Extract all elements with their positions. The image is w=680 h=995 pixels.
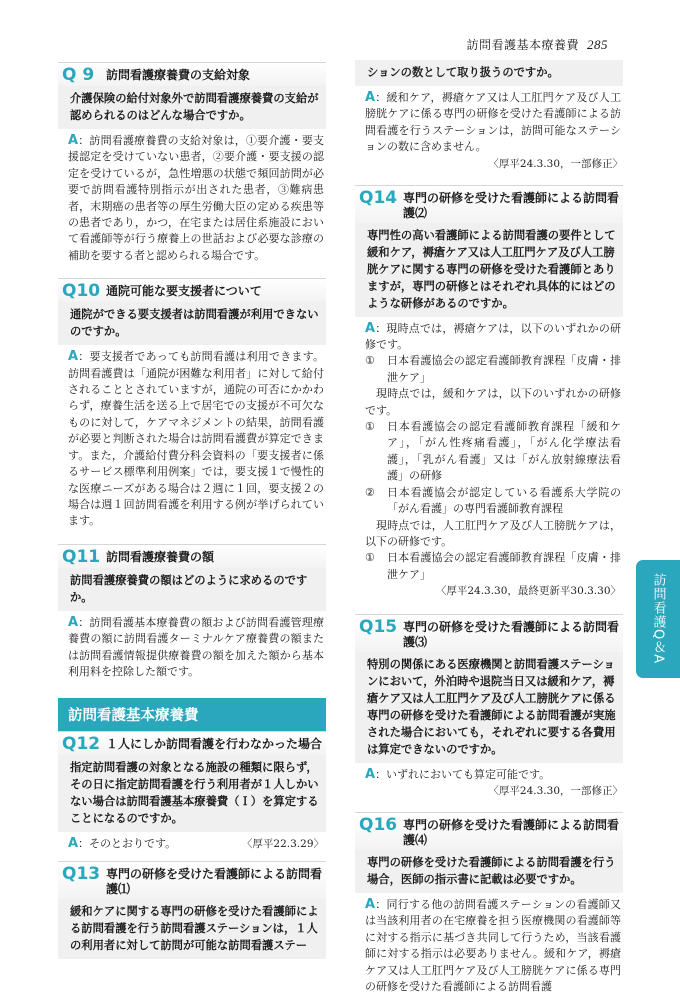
q-number: Q14 <box>359 187 398 208</box>
q9-heading <box>58 62 326 86</box>
list-item: ① 日本看護協会の認定看護師教育課程「皮膚・排泄ケア」 <box>365 354 621 384</box>
q-title: 専門の研修を受けた看護師による訪問看護⑷ <box>403 817 620 847</box>
answer-text: ：訪問看護療養費の支給対象は，①要介護・要支援認定を受けていない患者，②要介護・要支援の認定を受けているが，急性増悪の状態で頻回訪問が必要で訪問看護特別指示が出された患者，③難病患者，末期癌の患者等の厚生労働大臣の定める疾患等の患者であり，かつ，在宅または居住系施設において看護師等が行う療養上の世話および必要な診療の補助を要する者と認められる場合です。 <box>68 134 324 262</box>
running-header <box>466 36 608 53</box>
q-number: Q16 <box>359 814 398 835</box>
q9-question: 介護保険の給付対象外で訪問看護療養費の支給が認められるのはどんな場合ですか。 <box>58 86 326 129</box>
q10-heading <box>58 278 326 302</box>
q10-answer <box>58 345 326 529</box>
q13-question-continued: ションの数として取り扱うのですか。 <box>355 60 623 86</box>
q-title: 通院可能な要支援者について <box>106 284 262 299</box>
q-title: １人にしか訪問看護を行わなかった場合 <box>106 737 323 752</box>
answer-text: ：要支援者であっても訪問看護は利用できます。訪問看護費は「通院が困難な利用者」に対して給付されることとされていますが，通院の可否にかかわらず，療養生活を送る上で居宅での支援が不可欠なものに対して，ケアマネジメントの結果，訪問看護が必要と判断された場合は訪問看護費が算定できます。また，介護給付費分科会資料の「要支援者に係るサービス標準利用例案」では，要支援１で慢性的な医療ニーズがある場合は２週に１回，要支援２の場合は週１回訪問看護を利用する例が挙げられています。 <box>68 350 324 528</box>
q-number: Q13 <box>62 863 101 884</box>
q-number: Q11 <box>62 546 101 567</box>
q9-answer <box>58 129 326 264</box>
q-number: Q12 <box>62 734 101 755</box>
side-index-tab <box>636 560 680 678</box>
answer-text: ：同行する他の訪問看護ステーションの看護師又は当該利用者の在宅療養を担う医療機関の看護師等に対する指示に基づき共同して行うため，当該看護師に対する指示は必要ありません。緩和ケア，褥瘡ケア又は人工肛門ケア及び人工膀胱ケアに係る専門の研修を受けた看護師による訪問看護 <box>365 897 621 993</box>
reference-note: 〈厚平22.3.29〉 <box>241 838 324 851</box>
q14-answer <box>355 317 623 600</box>
answer-mark: A <box>365 90 376 105</box>
q13-question: 緩和ケアに関する専門の研修を受けた看護師による訪問看護を行う訪問看護ステーションは，１人の利用者に対して訪問が可能な訪問看護ステー <box>58 899 326 959</box>
q14-question: 専門性の高い看護師による訪問看護の要件として緩和ケア，褥瘡ケア又は人工肛門ケア及び人工膀胱ケアに関する専門の研修を受けた看護師とありますが，専門の研修とはそれぞれ具体的にはどのような研修があるのですか。 <box>355 223 623 317</box>
header-title: 訪問看護基本療養費 <box>466 38 579 52</box>
q12-answer <box>58 832 326 852</box>
answer-text: ：そのとおりです。 <box>78 837 177 851</box>
q12-question: 指定訪問看護の対象となる施設の種類に限らず，その日に指定訪問看護を行う利用者が１人しかいない場合は訪問看護基本療養費（Ｉ）を算定することになるのですか。 <box>58 755 326 832</box>
q-title: 専門の研修を受けた看護師による訪問看護⑵ <box>403 190 620 220</box>
q-title: 訪問看護療養費の額 <box>106 549 215 564</box>
q-number: Q 9 <box>62 65 95 85</box>
q12-heading <box>58 731 326 755</box>
q13-heading <box>58 861 326 899</box>
q13-answer <box>355 86 623 156</box>
answer-text: ：訪問看護基本療養費の額および訪問看護管理療養費の額に訪問看護ターミナルケア療養費の額または訪問看護情報提供療養費の額を加えた額から基本利用料を控除した額です。 <box>68 615 324 678</box>
answer-mark: A <box>68 349 79 365</box>
q15-heading <box>355 614 623 652</box>
q10-question: 通院ができる要支援者は訪問看護が利用できないのですか。 <box>58 302 326 345</box>
answer-mark: A <box>68 133 79 148</box>
answer-mark: A <box>365 766 376 782</box>
answer-text: 現時点では，緩和ケアは，以下のいずれかの研修です。 <box>365 387 621 417</box>
list-item: ① 日本看護協会の認定看護師教育課程「緩和ケア」，「がん性疼痛看護」，「がん化学療法看護」，「乳がん看護」又は「がん放射線療法看護」の研修 <box>365 420 621 483</box>
q15-answer <box>355 763 623 783</box>
q16-question: 専門の研修を受けた看護師による訪問看護を行う場合，医師の指示書に記載は必要ですか。 <box>355 850 623 893</box>
q11-heading <box>58 544 326 568</box>
q-title: 専門の研修を受けた看護師による訪問看護⑴ <box>106 866 323 896</box>
q14-heading <box>355 185 623 223</box>
q-title: 訪問看護療養費の支給対象 <box>106 68 251 82</box>
answer-mark: A <box>365 320 376 336</box>
q11-answer <box>58 611 326 681</box>
right-column <box>355 60 623 995</box>
left-column <box>58 62 326 959</box>
q-number: Q10 <box>62 281 101 302</box>
answer-mark: A <box>68 614 79 630</box>
q15-question: 特別の関係にある医療機関と訪問看護ステーションにおいて，外泊時や退院当日又は緩和ケア，褥瘡ケア又は人工肛門ケア及び人工膀胱ケアに係る専門の研修を受けた看護師による訪問看護が実施された場合においても，それぞれに要する各費用は算定できないのですか。 <box>355 652 623 763</box>
answer-text: ：緩和ケア，褥瘡ケア又は人工肛門ケア及び人工膀胱ケアに係る専門の研修を受けた看護師による訪問看護を行うステーションは，訪問可能なステーションの数に含めません。 <box>365 91 621 154</box>
answer-text: ：現時点では，褥瘡ケアは，以下のいずれかの研修です。 <box>365 321 621 352</box>
answer-text: ：いずれにおいても算定可能です。 <box>375 767 551 781</box>
q-title: 専門の研修を受けた看護師による訪問看護⑶ <box>403 619 620 649</box>
q-number: Q15 <box>359 616 398 637</box>
page-number: 285 <box>587 37 608 52</box>
side-tab-label: 訪問看護Q＆A <box>650 573 666 665</box>
q16-heading <box>355 812 623 850</box>
reference-note: 〈厚平24.3.30，一部修正〉 <box>488 784 623 797</box>
answer-mark: A <box>365 896 376 912</box>
section-heading: 訪問看護基本療養費 <box>58 698 326 731</box>
list-item: ① 日本看護協会の認定看護師教育課程「皮膚・排泄ケア」 <box>365 551 621 581</box>
answer-mark: A <box>68 836 79 852</box>
list-item: ② 日本看護協会が認定している看護系大学院の「がん看護」の専門看護師教育課程 <box>365 485 621 516</box>
q11-question: 訪問看護療養費の額はどのように求めるのですか。 <box>58 568 326 611</box>
reference-note: 〈厚平24.3.30，一部修正〉 <box>488 157 623 170</box>
q16-answer <box>355 893 623 995</box>
answer-text: 現時点では，人工肛門ケア及び人工膀胱ケアは，以下の研修です。 <box>365 518 621 548</box>
reference-note: 〈厚平24.3.30，最終更新平30.3.30〉 <box>435 585 621 598</box>
